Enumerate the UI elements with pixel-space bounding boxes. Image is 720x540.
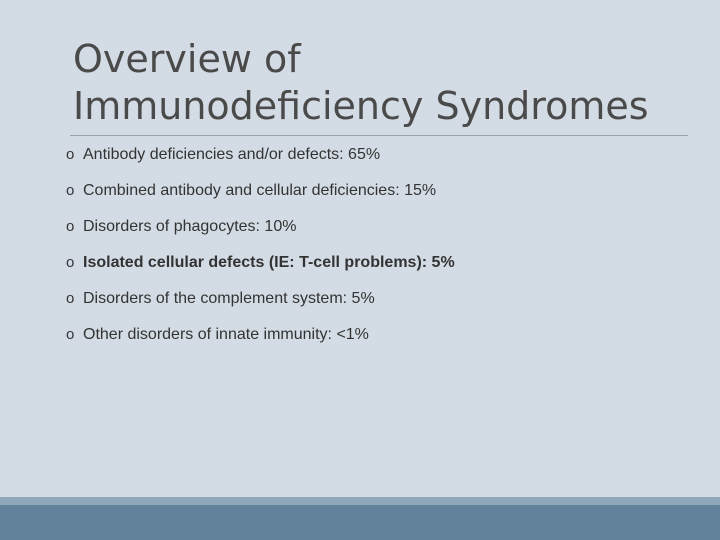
- slide-title: [73, 36, 693, 130]
- bullet-marker-icon: o: [66, 326, 75, 343]
- bullet-marker-icon: o: [66, 290, 75, 307]
- bullet-marker-icon: o: [66, 254, 75, 271]
- bullet-item-antibody: [66, 146, 455, 182]
- bullet-item-combined: [66, 182, 455, 218]
- slide-title-line-2: Immunodeficiency Syndromes: [73, 84, 649, 128]
- bullet-marker-icon: o: [66, 182, 75, 199]
- bullet-text: Antibody deficiencies and/or defects: 65%: [83, 146, 381, 163]
- bullet-item-cellular: [66, 254, 455, 290]
- bullet-text: Isolated cellular defects (IE: T-cell problems): 5%: [83, 254, 455, 271]
- bullet-list: [66, 146, 455, 362]
- bullet-text: Disorders of phagocytes: 10%: [83, 218, 297, 235]
- footer-bar: [0, 505, 720, 540]
- bullet-marker-icon: o: [66, 146, 75, 163]
- bullet-text: Disorders of the complement system: 5%: [83, 290, 375, 307]
- bullet-item-innate: [66, 326, 455, 362]
- bullet-item-phagocytes: [66, 218, 455, 254]
- bullet-text: Other disorders of innate immunity: <1%: [83, 326, 369, 343]
- bullet-marker-icon: o: [66, 218, 75, 235]
- footer-accent-strip: [0, 497, 720, 505]
- bullet-item-complement: [66, 290, 455, 326]
- slide-title-line-1: Overview of: [73, 37, 301, 81]
- title-divider: [70, 135, 688, 136]
- bullet-text: Combined antibody and cellular deficiencies: 15%: [83, 182, 437, 199]
